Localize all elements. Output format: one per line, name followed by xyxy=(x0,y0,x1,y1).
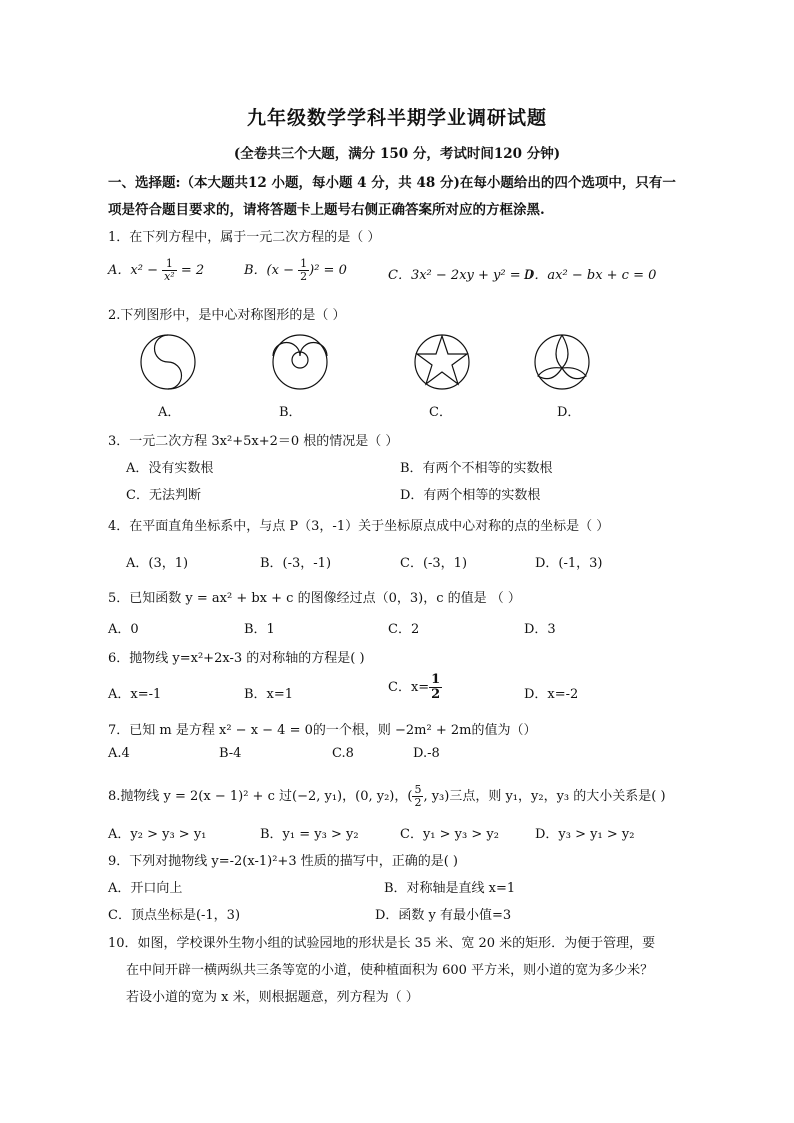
q3-option-d: D．有两个相等的实数根 xyxy=(400,488,541,503)
q3-option-a: A．没有实数根 xyxy=(126,461,214,476)
q2-label-c: C． xyxy=(429,405,452,420)
q1-option-a: A．x² − $\frac{1}{\text{x²}}$ = 2 xyxy=(108,257,205,283)
q2-figure-d-petals xyxy=(532,332,592,392)
q4-option-b: B．(-3，-1) xyxy=(260,556,332,571)
q8-option-c: C．y₁ > y₃ > y₂ xyxy=(400,827,499,842)
section-heading-line1: 一、选择题:（本大题共12 小题，每小题 4 分，共 48 分)在每小题给出的四个选项中，只有一 xyxy=(108,175,676,191)
q9-option-a: A．开口向上 xyxy=(108,881,183,896)
q10-line2: 在中间开辟一横两纵共三条等宽的小道，使种植面积为 600 平方米，则小道的宽为多少米？ xyxy=(126,963,654,978)
q8-option-a: A．y₂ > y₃ > y₁ xyxy=(108,827,207,842)
q3-option-c: C．无法判断 xyxy=(126,488,201,503)
q1-option-b: B．(x − $\frac{1}{2}$ )² = 0 xyxy=(244,257,347,283)
q2-figure-a-yinyang xyxy=(138,332,198,392)
q4-option-c: C．(-3，1) xyxy=(400,556,468,571)
q10-line3: 若设小道的宽为 x 米，则根据题意，列方程为（ ） xyxy=(126,990,419,1005)
q2-stem: 2.下列图形中，是中心对称图形的是（ ） xyxy=(108,308,346,323)
q1-option-c: C．3x² − 2xy + y² = 0 xyxy=(388,268,534,283)
q9-option-c: C．顶点坐标是(-1，3) xyxy=(108,908,241,923)
exam-info: (全卷共三个大题，满分 150 分，考试时间120 分钟) xyxy=(233,146,561,162)
q2-label-a: A． xyxy=(158,405,181,420)
q8-option-b: B．y₁ = y₃ > y₂ xyxy=(260,827,359,842)
q8-fraction: $\frac{5}{2}$ xyxy=(414,783,422,809)
q2-figure-b-heart-circles xyxy=(270,332,330,392)
q6-c-fraction: $\frac{1}{2}$ xyxy=(431,672,441,702)
q1-b-fraction: $\frac{1}{2}$ xyxy=(300,257,308,283)
q6-option-b: B．x=1 xyxy=(244,687,294,702)
q2-label-d: D． xyxy=(557,405,581,420)
q6-stem: 6．抛物线 y=x²+2x-3 的对称轴的方程是( ) xyxy=(108,651,365,666)
q3-stem: 3．一元二次方程 3x²+5x+2＝0 根的情况是（ ） xyxy=(108,434,399,449)
q9-option-d: D．函数 y 有最小值=3 xyxy=(375,908,512,923)
q7-option-c: C.8 xyxy=(332,746,354,761)
q10-line1: 10．如图，学校课外生物小组的试验园地的形状是长 35 米、宽 20 米的矩形．为便于管理，要 xyxy=(108,936,656,951)
q7-option-a: A.4 xyxy=(108,746,130,761)
q9-option-b: B．对称轴是直线 x=1 xyxy=(384,881,516,896)
q4-option-d: D．(-1，3) xyxy=(535,556,603,571)
q7-option-d: D.-8 xyxy=(413,746,440,761)
q5-option-a: A．0 xyxy=(108,622,139,637)
q5-option-c: C．2 xyxy=(388,622,420,637)
q5-stem: 5．已知函数 y = ax² + bx + c 的图像经过点（0，3)，c 的值是 （ ） xyxy=(108,591,521,606)
q4-stem: 4．在平面直角坐标系中，与点 P（3，-1）关于坐标原点成中心对称的点的坐标是（ ） xyxy=(108,519,610,534)
q7-stem: 7．已知 m 是方程 x² − x − 4 = 0的一个根，则 −2m² + 2m的值为（） xyxy=(108,723,537,738)
q8-stem: 8.抛物线 y = 2(x − 1)² + c 过(−2, y₁)，(0, y₂)，( $\frac{5}{2}$ , y₃)三点，则 y₁，y₂，y₃ 的大小关系是( ) xyxy=(108,783,666,809)
q6-option-d: D．x=-2 xyxy=(524,687,579,702)
page-title: 九年级数学学科半期学业调研试题 xyxy=(246,107,547,129)
section-heading-line2: 项是符合题目要求的，请将答题卡上题号右侧正确答案所对应的方框涂黑. xyxy=(108,202,545,218)
q1-stem: 1．在下列方程中，属于一元二次方程的是（ ） xyxy=(108,230,381,245)
q6-option-a: A．x=-1 xyxy=(108,687,162,702)
q1-a-fraction: $\frac{1}{\text{x²}}$ xyxy=(164,257,175,283)
q2-figure-c-star xyxy=(412,332,472,392)
q3-option-b: B．有两个不相等的实数根 xyxy=(400,461,553,476)
q7-option-b: B-4 xyxy=(219,746,242,761)
q6-option-c: C．x= $\frac{1}{2}$ xyxy=(388,672,441,702)
q9-stem: 9．下列对抛物线 y=-2(x-1)²+3 性质的描写中，正确的是( ) xyxy=(108,854,458,869)
q4-option-a: A．(3，1) xyxy=(126,556,189,571)
q8-option-d: D．y₃ > y₁ > y₂ xyxy=(535,827,635,842)
q2-label-b: B． xyxy=(279,405,302,420)
q1-option-d: D．ax² − bx + c = 0 xyxy=(524,268,657,283)
q5-option-b: B．1 xyxy=(244,622,275,637)
q5-option-d: D．3 xyxy=(524,622,556,637)
